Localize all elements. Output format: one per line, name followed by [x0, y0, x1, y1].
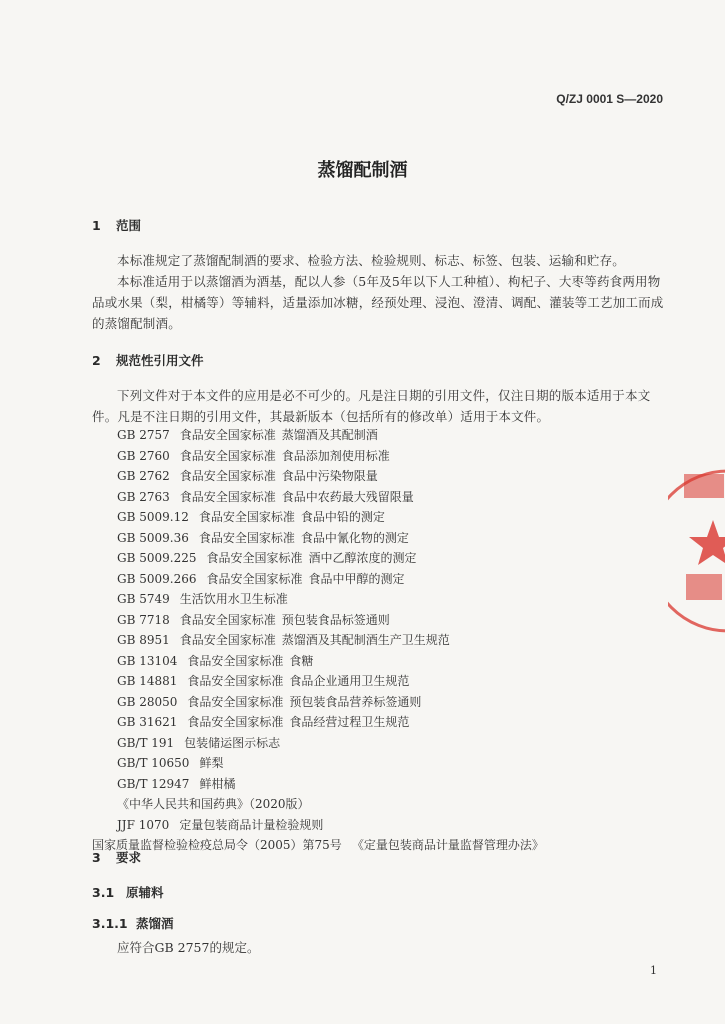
page-number: 1: [650, 964, 657, 977]
reference-item: GB 2762 食品安全国家标准 食品中污染物限量: [117, 469, 378, 483]
section-number: 3.1.1: [92, 916, 128, 931]
section-heading-text: 要求: [116, 850, 142, 865]
section-heading-text: 范围: [116, 218, 142, 233]
subsection-raw-materials-heading: [92, 883, 164, 901]
reference-item: GB 31621 食品安全国家标准 食品经营过程卫生规范: [117, 715, 410, 729]
reference-item: JJF 1070 定量包装商品计量检验规则: [117, 817, 324, 832]
reference-item: GB/T 191 包装储运图示标志: [117, 735, 281, 750]
reference-item: GB 14881 食品安全国家标准 食品企业通用卫生规范: [117, 674, 410, 688]
reference-item: GB 5009.266 食品安全国家标准 食品中甲醇的测定: [117, 571, 405, 586]
reference-item: GB/T 10650 鲜梨: [117, 756, 224, 770]
normative-intro: 下列文件对于本文件的应用是必不可少的。凡是注日期的引用文件，仅注日期的版本适用于本文件。凡是不注日期的引用文件，其最新版本（包括所有的修改单）适用于本文件。: [92, 388, 651, 424]
reference-item: GB/T 12947 鲜柑橘: [117, 776, 236, 791]
reference-item: GB 2763 食品安全国家标准 食品中农药最大残留限量: [117, 489, 414, 504]
reference-item: GB 28050 食品安全国家标准 预包装食品营养标签通则: [117, 694, 422, 709]
reference-item: GB 5009.225 食品安全国家标准 酒中乙醇浓度的测定: [117, 551, 417, 565]
section-number: 1: [92, 218, 101, 233]
section-number: 2: [92, 353, 101, 368]
red-seal-stamp: [668, 462, 725, 640]
section-number: 3.1: [92, 885, 115, 900]
reference-list: [92, 425, 550, 856]
reference-item: GB 2757 食品安全国家标准 蒸馏酒及其配制酒: [117, 428, 378, 442]
reference-item: 国家质量监督检验检疫总局令（2005）第75号 《定量包装商品计量监督管理办法》: [92, 838, 544, 852]
subsection-distilled-liquor-heading: [92, 914, 174, 932]
section-scope-heading: [92, 216, 141, 234]
reference-item: GB 8951 食品安全国家标准 蒸馏酒及其配制酒生产卫生规范: [117, 633, 450, 647]
section-number: 3: [92, 850, 101, 865]
requirement-text: 应符合GB 2757的规定。: [117, 940, 260, 955]
reference-item: GB 5009.12 食品安全国家标准 食品中铅的测定: [117, 510, 385, 524]
star-icon: [689, 520, 725, 565]
section-heading-text: 蒸馏酒: [136, 916, 174, 931]
section-normative-heading: [92, 351, 204, 369]
standard-code: Q/ZJ 0001 S—2020: [556, 92, 663, 106]
section-requirements-heading: [92, 848, 141, 866]
reference-item: 《中华人民共和国药典》（2020版）: [117, 797, 310, 811]
scope-paragraph-2: 本标准适用于以蒸馏酒为酒基，配以人参（5年及5年以下人工种植）、枸杞子、大枣等药食两用物品或水果（梨，柑橘等）等辅料，适量添加冰糖，经预处理、浸泡、澄清、调配、灌装等工艺加工而成的蒸馏配制酒。: [92, 274, 664, 331]
scope-paragraph-1: 本标准规定了蒸馏配制酒的要求、检验方法、检验规则、标志、标签、包装、运输和贮存。: [117, 253, 626, 268]
section-heading-text: 规范性引用文件: [116, 353, 204, 368]
section-heading-text: 原辅料: [126, 885, 164, 900]
document-title: 蒸馏配制酒: [317, 160, 408, 181]
reference-item: GB 7718 食品安全国家标准 预包装食品标签通则: [117, 612, 390, 627]
reference-item: GB 5009.36 食品安全国家标准 食品中氰化物的测定: [117, 530, 409, 545]
reference-item: GB 2760 食品安全国家标准 食品添加剂使用标准: [117, 448, 390, 463]
reference-item: GB 5749 生活饮用水卫生标准: [117, 592, 288, 606]
reference-item: GB 13104 食品安全国家标准 食糖: [117, 653, 314, 668]
